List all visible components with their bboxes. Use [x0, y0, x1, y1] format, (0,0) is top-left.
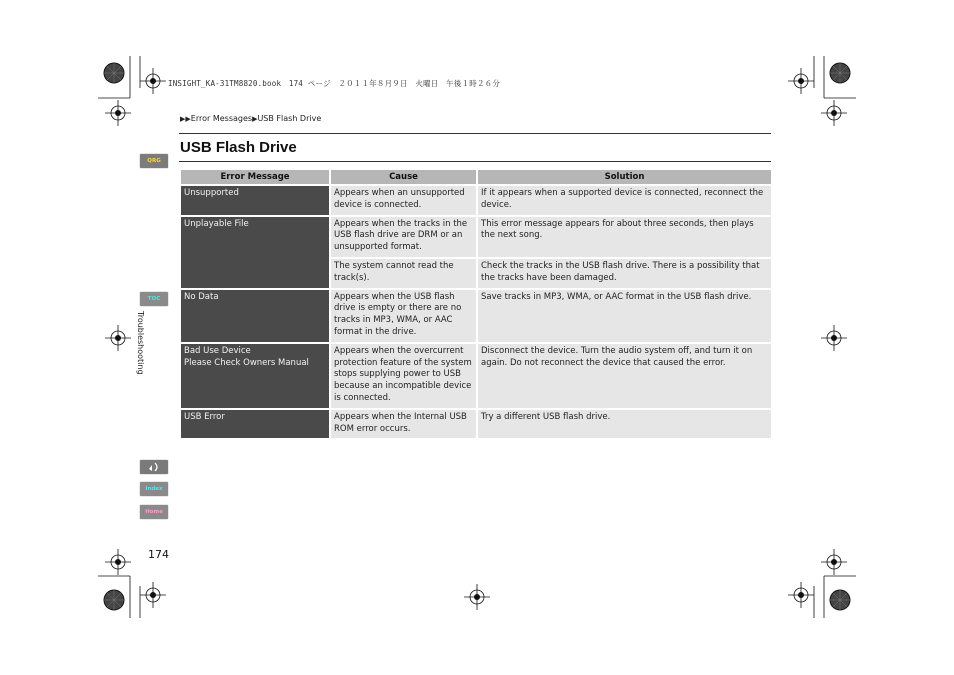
error-message-line: Please Check Owners Manual: [184, 357, 309, 368]
table-header-row: [181, 170, 771, 184]
cause-cell: Appears when the tracks in the USB flash drive are DRM or an unsupported format.: [331, 217, 476, 257]
breadcrumb-arrow-icon: ▶▶: [180, 115, 191, 123]
cause-cell: The system cannot read the track(s).: [331, 259, 476, 288]
header-error-message: Error Message: [181, 170, 329, 184]
voice-command-icon[interactable]: [140, 460, 168, 474]
print-header: INSIGHT_KA-31TM8820.book 174 ページ ２０１１年８月９日 火曜日 午後１時２６分: [168, 79, 501, 88]
error-message-cell: Unplayable File: [181, 217, 329, 288]
tab-home[interactable]: Home: [140, 505, 168, 519]
cause-cell: Appears when the Internal USB ROM error occurs.: [331, 410, 476, 439]
cause-cell: Appears when the overcurrent protection feature of the system stops supplying power to USB because an incompatible device is connected.: [331, 344, 476, 408]
breadcrumb-current: USB Flash Drive: [257, 114, 322, 123]
table-row: [181, 217, 771, 257]
header-solution: Solution: [478, 170, 771, 184]
table-row: [181, 186, 771, 215]
error-message-cell: USB Error: [181, 410, 329, 439]
solution-cell: If it appears when a supported device is connected, reconnect the device.: [478, 186, 771, 215]
table-row: [181, 410, 771, 439]
error-table: [179, 168, 773, 440]
solution-cell: This error message appears for about three seconds, then plays the next song.: [478, 217, 771, 257]
tab-qrg[interactable]: QRG: [140, 154, 168, 168]
error-message-cell: Unsupported: [181, 186, 329, 215]
solution-cell: Try a different USB flash drive.: [478, 410, 771, 439]
breadcrumb-arrow-icon: ▶: [252, 115, 258, 123]
cause-cell: Appears when the USB flash drive is empty or there are no tracks in MP3, WMA, or AAC format in the drive.: [331, 290, 476, 342]
tab-index[interactable]: Index: [140, 482, 168, 496]
title-rule: [179, 161, 771, 162]
table-row: [181, 344, 771, 408]
error-message-line: Bad Use Device: [184, 345, 251, 356]
side-section-label: Troubleshooting: [136, 311, 145, 375]
breadcrumb-link-error-messages[interactable]: Error Messages: [190, 114, 253, 123]
top-rule: [179, 133, 771, 134]
cause-cell: Appears when an unsupported device is connected.: [331, 186, 476, 215]
page-title: USB Flash Drive: [180, 139, 297, 156]
tab-toc[interactable]: TOC: [140, 292, 168, 306]
breadcrumb: [180, 114, 321, 123]
error-message-cell: No Data: [181, 290, 329, 342]
error-message-cell: [181, 344, 329, 408]
solution-cell: Check the tracks in the USB flash drive. There is a possibility that the tracks have been damaged.: [478, 259, 771, 288]
table-row: [181, 290, 771, 342]
page-number: 174: [148, 548, 169, 561]
solution-cell: Save tracks in MP3, WMA, or AAC format in the USB flash drive.: [478, 290, 771, 342]
voice-command-icon: [147, 461, 161, 473]
header-cause: Cause: [331, 170, 476, 184]
solution-cell: Disconnect the device. Turn the audio system off, and turn it on again. Do not reconnect the device that caused the error.: [478, 344, 771, 408]
